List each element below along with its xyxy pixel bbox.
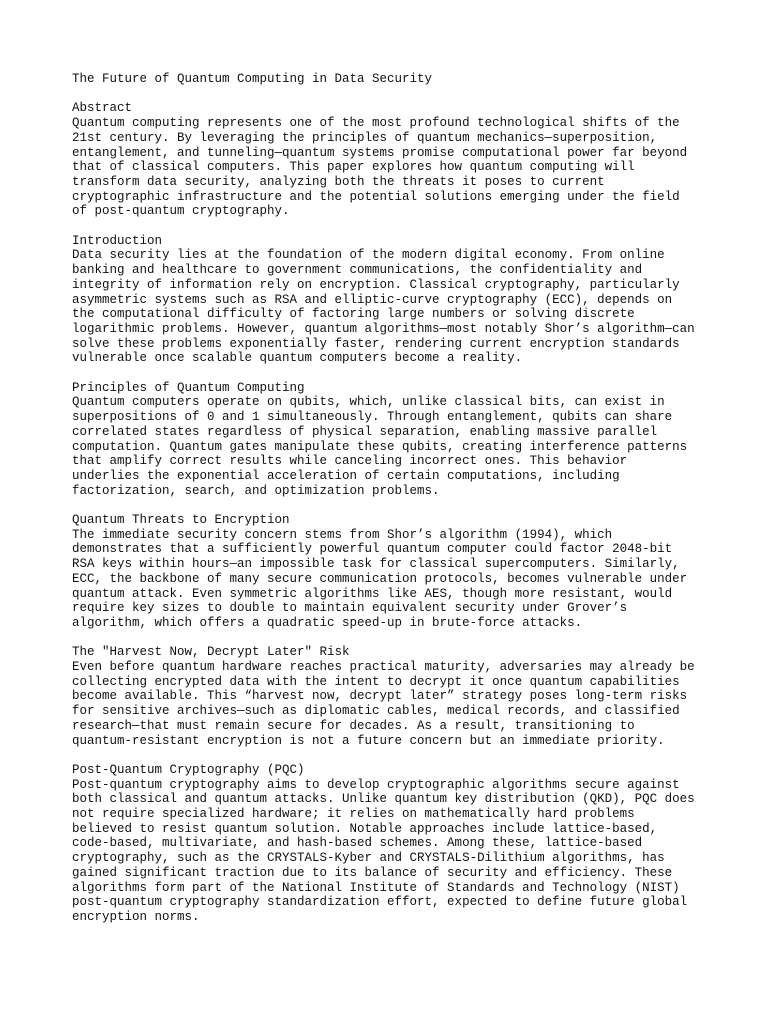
- section-body: [72, 778, 728, 925]
- body-line: 21st century. By leveraging the principles of quantum mechanics—superposition,: [72, 130, 658, 145]
- body-line: algorithms form part of the National Institute of Standards and Technology (NIST): [72, 880, 680, 895]
- body-line: not require specialized hardware; it relies on mathematically hard problems: [72, 807, 635, 822]
- section-body: [72, 116, 728, 219]
- body-line: demonstrates that a sufficiently powerful quantum computer could factor 2048-bit: [72, 542, 673, 557]
- body-line: of post-quantum cryptography.: [72, 204, 290, 219]
- body-line: post-quantum cryptography standardization effort, expected to define future global: [72, 895, 688, 910]
- section-body: [72, 248, 728, 366]
- body-line: The immediate security concern stems from Shor’s algorithm (1994), which: [72, 527, 613, 542]
- body-line: become available. This “harvest now, decrypt later” strategy poses long-term risks: [72, 689, 688, 704]
- body-line: encryption norms.: [72, 909, 200, 924]
- body-line: underlies the exponential acceleration of certain computations, including: [72, 468, 620, 483]
- section-body: [72, 660, 728, 748]
- section-heading: Abstract: [72, 101, 133, 116]
- body-line: Post-quantum cryptography aims to develop cryptographic algorithms secure against: [72, 777, 680, 792]
- section-body: [72, 395, 728, 498]
- body-line: quantum attack. Even symmetric algorithms like AES, though more resistant, would: [72, 586, 673, 601]
- section-post-quantum: [72, 763, 728, 925]
- body-line: that amplify correct results while canceling incorrect ones. This behavior: [72, 454, 628, 469]
- body-line: entanglement, and tunneling—quantum systems promise computational power far beyond: [72, 145, 688, 160]
- body-line: research—that must remain secure for decades. As a result, transitioning to: [72, 718, 635, 733]
- body-line: the computational difficulty of factoring large numbers or solving discrete: [72, 307, 635, 322]
- body-line: cryptography, such as the CRYSTALS-Kyber and CRYSTALS-Dilithium algorithms, has: [72, 851, 665, 866]
- body-line: logarithmic problems. However, quantum algorithms—most notably Shor’s algorithm—can: [72, 321, 695, 336]
- body-line: banking and healthcare to government communications, the confidentiality and: [72, 263, 643, 278]
- section-principles: [72, 381, 728, 499]
- body-line: require key sizes to double to maintain equivalent security under Grover’s: [72, 601, 628, 616]
- document-title: The Future of Quantum Computing in Data Security: [72, 72, 433, 86]
- body-line: collecting encrypted data with the intent to decrypt it once quantum capabilities: [72, 674, 680, 689]
- body-line: solve these problems exponentially faster, rendering current encryption standards: [72, 336, 680, 351]
- body-line: superpositions of 0 and 1 simultaneously. Through entanglement, qubits can share: [72, 410, 673, 425]
- body-line: that of classical computers. This paper explores how quantum computing will: [72, 160, 635, 175]
- body-line: vulnerable once scalable quantum computers become a reality.: [72, 351, 523, 366]
- body-line: transform data security, analyzing both the threats it poses to current: [72, 174, 605, 189]
- section-body: [72, 528, 728, 631]
- section-heading: Quantum Threats to Encryption: [72, 513, 290, 528]
- section-quantum-threats: [72, 513, 728, 631]
- body-line: cryptographic infrastructure and the potential solutions emerging under the field: [72, 189, 680, 204]
- body-line: asymmetric systems such as RSA and elliptic-curve cryptography (ECC), depends on: [72, 292, 673, 307]
- body-line: believed to resist quantum solution. Notable approaches include lattice-based,: [72, 821, 658, 836]
- section-harvest-now: [72, 645, 728, 748]
- body-line: Quantum computers operate on qubits, which, unlike classical bits, can exist in: [72, 395, 665, 410]
- body-line: for sensitive archives—such as diplomatic cables, medical records, and classified: [72, 704, 680, 719]
- body-line: Quantum computing represents one of the most profound technological shifts of the: [72, 116, 680, 131]
- body-line: quantum-resistant encryption is not a future concern but an immediate priority.: [72, 733, 665, 748]
- body-line: factorization, search, and optimization problems.: [72, 483, 440, 498]
- section-heading: Introduction: [72, 233, 163, 248]
- section-heading: The "Harvest Now, Decrypt Later" Risk: [72, 645, 350, 660]
- body-line: RSA keys within hours—an impossible task for classical supercomputers. Similarly,: [72, 557, 680, 572]
- body-line: code-based, multivariate, and hash-based schemes. Among these, lattice-based: [72, 836, 643, 851]
- section-abstract: [72, 101, 728, 219]
- body-line: algorithm, which offers a quadratic speed-up in brute-force attacks.: [72, 615, 583, 630]
- body-line: Data security lies at the foundation of the modern digital economy. From online: [72, 248, 665, 263]
- body-line: gained significant traction due to its balance of security and efficiency. These: [72, 865, 673, 880]
- body-line: ECC, the backbone of many secure communication protocols, becomes vulnerable under: [72, 571, 688, 586]
- body-line: Even before quantum hardware reaches practical maturity, adversaries may already be: [72, 660, 695, 675]
- section-heading: Principles of Quantum Computing: [72, 380, 305, 395]
- section-heading: Post-Quantum Cryptography (PQC): [72, 762, 305, 777]
- body-line: both classical and quantum attacks. Unlike quantum key distribution (QKD), PQC does: [72, 792, 695, 807]
- body-line: computation. Quantum gates manipulate these qubits, creating interference patterns: [72, 439, 688, 454]
- section-introduction: [72, 234, 728, 366]
- body-line: integrity of information rely on encryption. Classical cryptography, particularly: [72, 277, 680, 292]
- body-line: correlated states regardless of physical separation, enabling massive parallel: [72, 424, 658, 439]
